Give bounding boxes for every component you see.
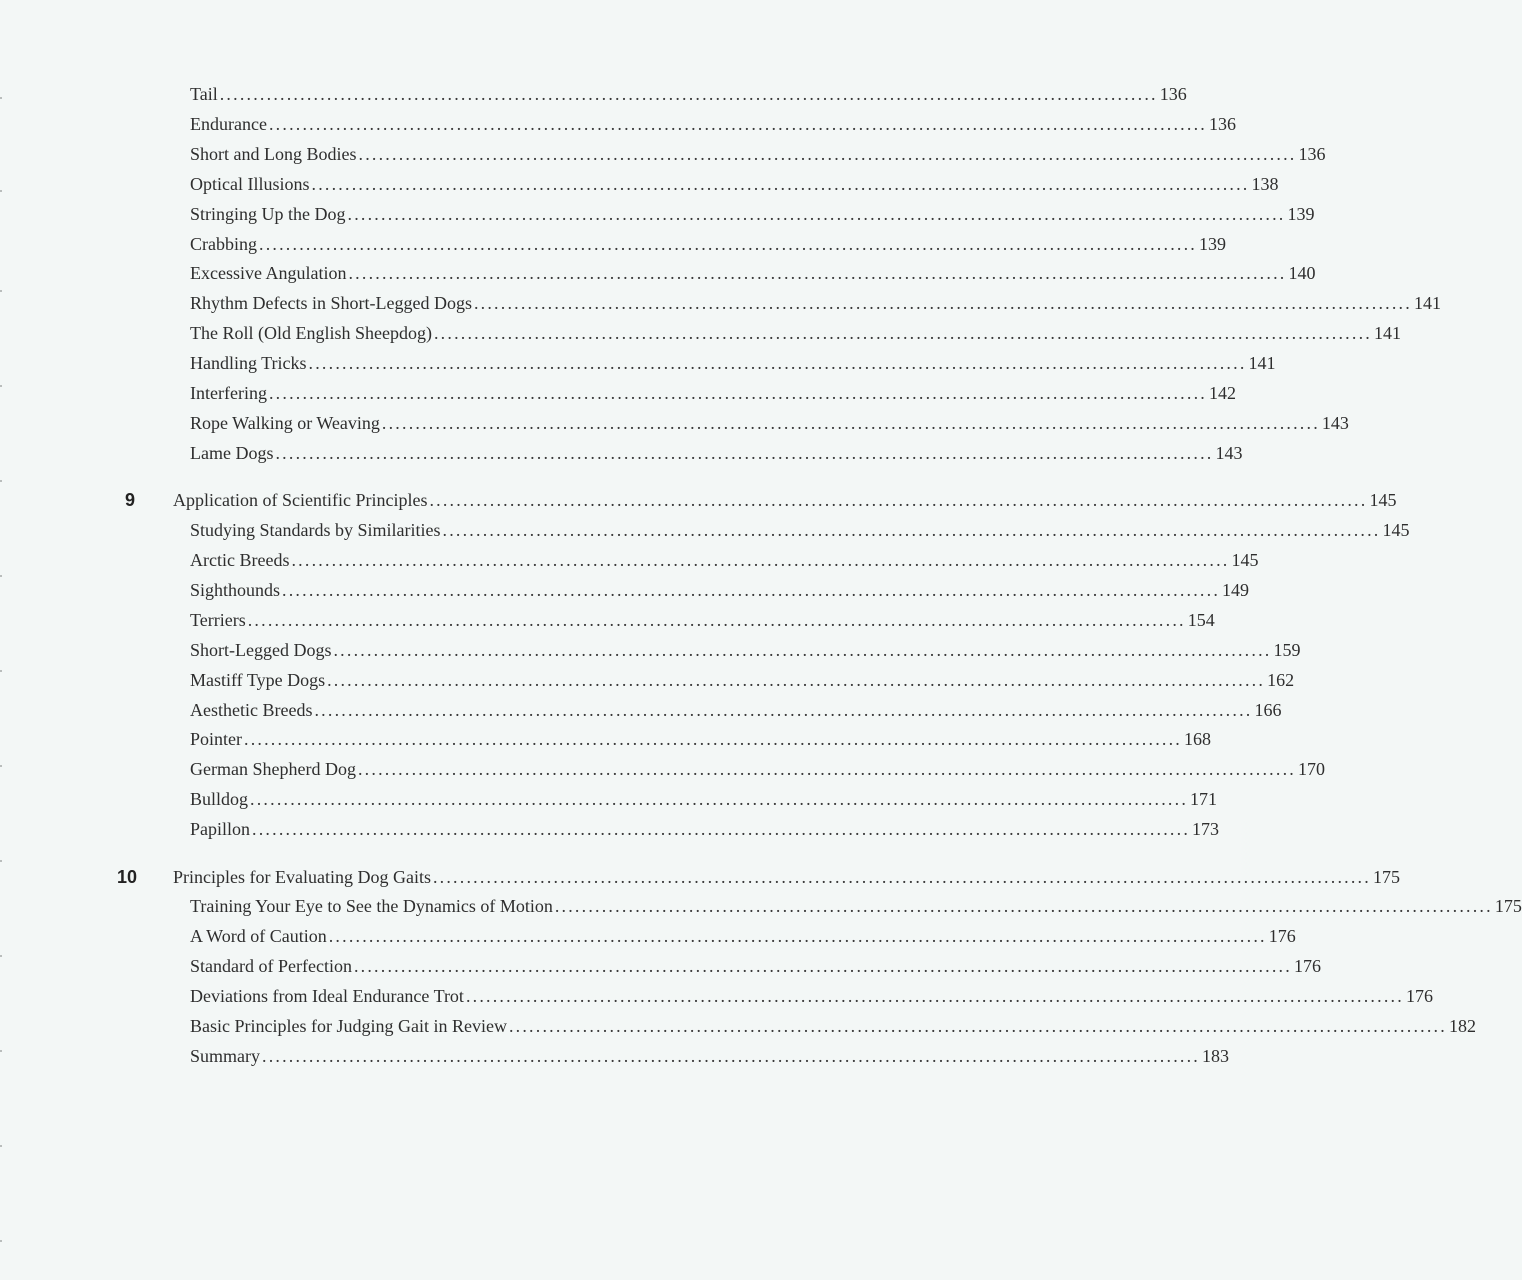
toc-entry-page-number: 142 [1208,383,1236,403]
toc-entry-page-number: 145 [1382,520,1410,541]
toc-entry-page-number: 168 [1184,729,1211,750]
toc-entry[interactable] [190,318,1401,348]
scan-edge-mark [0,955,2,957]
toc-entry[interactable] [190,665,1295,695]
toc-entry-page-number: 143 [1215,442,1243,463]
dot-leader: ............................................................................................................................................ [314,699,1253,720]
toc-entry-title: Summary [190,1045,260,1066]
toc-entry-title: Endurance [190,113,267,134]
toc-entry-page-number: 182 [1448,1016,1476,1036]
toc-entry-page-number: 141 [1373,323,1401,344]
dot-leader: ............................................................................................................................................ [275,442,1214,463]
toc-entry[interactable] [190,169,1279,199]
toc-entry[interactable] [190,515,1410,545]
toc-entry-page-number: 166 [1254,699,1282,720]
toc-entry[interactable] [190,438,1243,468]
toc-entry-page-number: 154 [1187,609,1215,630]
toc-entry[interactable] [190,1041,1229,1071]
toc-entry-title: Pointer [190,729,242,750]
toc-entry-title: Aesthetic Breeds [190,699,313,720]
toc-entry-title: Handling Tricks [190,353,307,374]
scan-edge-mark [0,860,2,862]
toc-entry[interactable] [190,724,1211,754]
toc-entry-page-number: 136 [1208,113,1236,134]
scan-edge-mark [0,575,2,577]
toc-entry-page-number: 141 [1248,353,1276,374]
scan-edge-mark [0,385,2,387]
dot-leader: ............................................................................................................................................ [250,789,1189,810]
toc-entry-page-number: 139 [1199,233,1226,254]
toc-entry-title: A Word of Caution [190,926,327,947]
toc-entry[interactable] [190,695,1282,725]
toc-entry-page-number: 159 [1273,639,1301,660]
toc-entry[interactable] [190,891,1522,921]
toc-entry-title: Stringing Up the Dog [190,203,346,224]
toc-entry-title: Interfering [190,383,267,403]
toc-entry-title: Lame Dogs [190,442,274,463]
chapter-heading-page-number: 175 [1372,866,1400,887]
scan-edge-mark [0,765,2,767]
toc-entry-title: Standard of Perfection [190,956,352,977]
toc-entry[interactable] [190,258,1316,288]
toc-entry-page-number: 139 [1287,203,1315,224]
toc-entry-title: Papillon [190,819,251,840]
toc-entry-title: Arctic Breeds [190,550,290,570]
scan-edge-mark [0,1240,2,1242]
dot-leader: ............................................................................................................................................ [347,203,1286,224]
dot-leader: ............................................................................................................................................ [432,866,1371,887]
dot-leader: ............................................................................................................................................ [219,84,1158,104]
scan-edge-mark [0,290,2,292]
chapter-heading-title: Principles for Evaluating Dog Gaits [173,866,431,887]
toc-entry-title: Optical Illusions [190,173,310,194]
dot-leader: ............................................................................................................................................ [353,956,1292,977]
toc-entry[interactable] [190,545,1259,575]
dot-leader: ............................................................................................................................................ [554,896,1493,917]
toc-entry-page-number: 143 [1321,412,1349,433]
toc-entry[interactable] [190,139,1326,169]
toc-entry-page-number: 175 [1494,896,1522,917]
toc-entry[interactable] [190,784,1218,814]
dot-leader: ............................................................................................................................................ [358,143,1297,164]
dot-leader: ............................................................................................................................................ [268,113,1207,134]
toc-entry-title: German Shepherd Dog [190,759,356,780]
toc-entry[interactable] [190,981,1433,1011]
toc-entry-title: Studying Standards by Similarities [190,520,441,541]
scan-edge-mark [0,1145,2,1147]
dot-leader: ............................................................................................................................................ [328,926,1267,947]
dot-leader: ............................................................................................................................................ [508,1016,1447,1036]
dot-leader: ............................................................................................................................................ [244,729,1182,750]
toc-entry-page-number: 176 [1405,986,1433,1007]
dot-leader: ............................................................................................................................................ [465,986,1404,1007]
toc-entry[interactable] [190,288,1441,318]
toc-entry-page-number: 162 [1267,669,1295,690]
toc-entry[interactable] [190,635,1301,665]
toc-entry[interactable] [190,348,1276,378]
toc-entry-title: The Roll (Old English Sheepdog) [190,323,432,344]
toc-entry-page-number: 183 [1202,1045,1229,1066]
dot-leader: ............................................................................................................................................ [291,550,1230,570]
dot-leader: ............................................................................................................................................ [311,173,1250,194]
toc-entry-page-number: 141 [1413,293,1441,314]
toc-entry-title: Bulldog [190,789,249,810]
toc-entry[interactable] [190,378,1236,408]
dot-leader: ............................................................................................................................................ [348,263,1287,284]
toc-entry-page-number: 138 [1251,173,1279,194]
toc-entry[interactable] [190,199,1315,229]
toc-entry-page-number: 136 [1159,84,1187,104]
toc-entry[interactable] [190,814,1220,844]
toc-entry-page-number: 149 [1222,579,1250,600]
scan-edge-mark [0,480,2,482]
scan-edge-mark [0,670,2,672]
toc-entry[interactable] [190,229,1226,259]
chapter-heading[interactable] [173,485,1397,515]
chapter-number: 10 [117,866,138,887]
toc-entry-title: Rope Walking or Weaving [190,412,380,433]
toc-entry[interactable] [190,575,1250,605]
dot-leader: ............................................................................................................................................ [429,490,1368,511]
toc-entry-page-number: 176 [1268,926,1296,947]
dot-leader: ............................................................................................................................................ [247,609,1186,630]
chapter-heading-title: Application of Scientific Principles [173,490,428,511]
toc-entry-title: Terriers [190,609,246,630]
toc-entry-page-number: 140 [1288,263,1316,284]
dot-leader: ............................................................................................................................................ [262,1045,1200,1066]
toc-entry[interactable] [190,754,1325,784]
toc-entry-page-number: 170 [1297,759,1325,780]
dot-leader: ............................................................................................................................................ [473,293,1412,314]
dot-leader: ............................................................................................................................................ [282,579,1221,600]
toc-entry[interactable] [190,921,1296,951]
scan-edge-mark [0,97,2,99]
toc-entry-page-number: 171 [1190,789,1218,810]
toc-entry[interactable] [190,408,1349,438]
toc-entry-title: Tail [190,84,218,104]
dot-leader: ............................................................................................................................................ [381,412,1320,433]
scan-edge-mark [0,190,2,192]
toc-entry[interactable] [190,951,1321,981]
toc-entry-title: Short and Long Bodies [190,143,357,164]
toc-entry-title: Short-Legged Dogs [190,639,332,660]
toc-entry[interactable] [190,1011,1476,1041]
dot-leader: ............................................................................................................................................ [357,759,1296,780]
toc-entry-page-number: 136 [1298,143,1326,164]
toc-entry-title: Training Your Eye to See the Dynamics of Motion [190,896,553,917]
toc-entry-title: Rhythm Defects in Short-Legged Dogs [190,293,472,314]
toc-entry-title: Crabbing [190,233,257,254]
toc-entry[interactable] [190,79,1187,109]
chapter-number: 9 [125,490,136,511]
toc-entry-title: Deviations from Ideal Endurance Trot [190,986,464,1007]
dot-leader: ............................................................................................................................................ [259,233,1197,254]
scan-edge-mark [0,1050,2,1052]
chapter-heading[interactable] [173,862,1400,892]
toc-entry-page-number: 176 [1293,956,1321,977]
dot-leader: ............................................................................................................................................ [433,323,1372,344]
toc-entry-title: Excessive Angulation [190,263,347,284]
dot-leader: ............................................................................................................................................ [442,520,1381,541]
chapter-heading-page-number: 145 [1369,490,1397,511]
toc-entry-title: Sighthounds [190,579,281,600]
dot-leader: ............................................................................................................................................ [308,353,1247,374]
toc-entry[interactable] [190,605,1215,635]
dot-leader: ............................................................................................................................................ [333,639,1272,660]
toc-entry-page-number: 173 [1192,819,1220,840]
toc-entry-title: Basic Principles for Judging Gait in Review [190,1016,507,1036]
toc-entry[interactable] [190,109,1236,139]
dot-leader: ............................................................................................................................................ [252,819,1191,840]
dot-leader: ............................................................................................................................................ [327,669,1266,690]
toc-entry-title: Mastiff Type Dogs [190,669,326,690]
dot-leader: ............................................................................................................................................ [268,383,1207,403]
toc-entry-page-number: 145 [1231,550,1259,570]
